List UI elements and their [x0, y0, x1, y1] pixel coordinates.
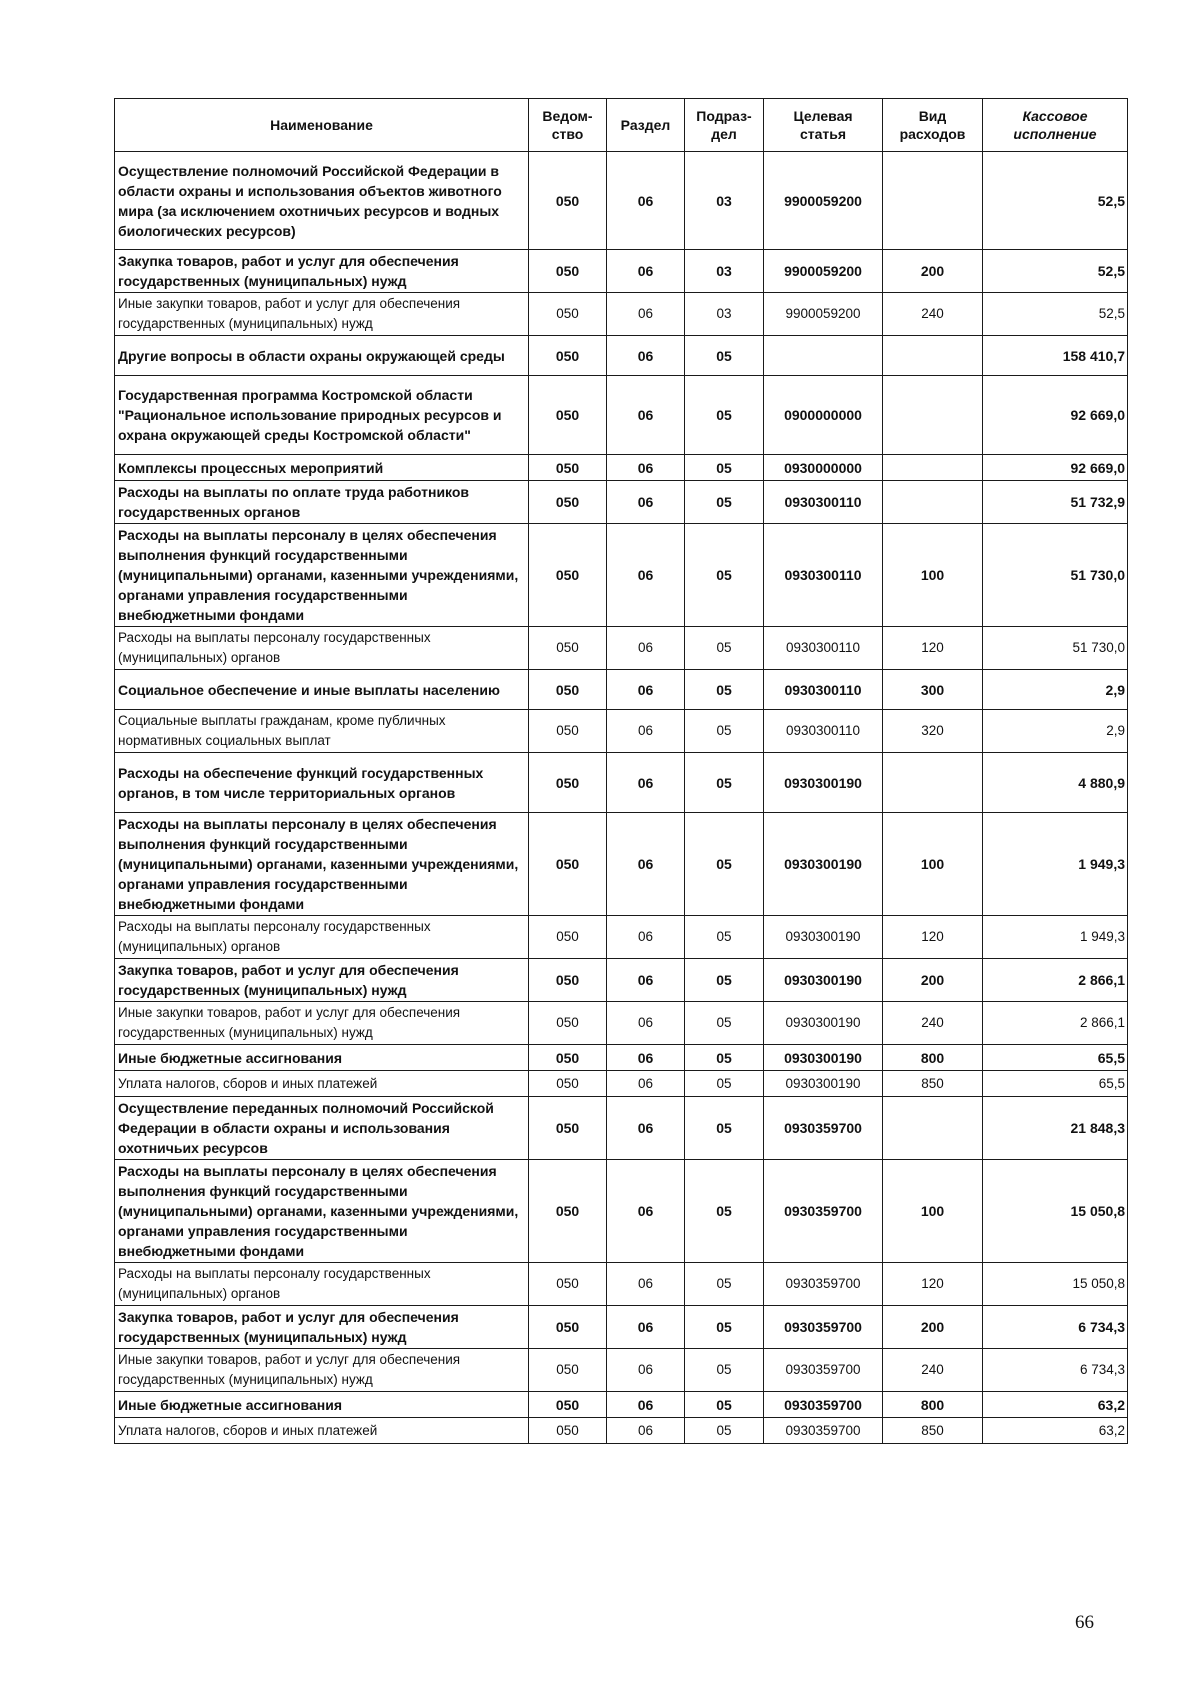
cell-dept: 050	[529, 1306, 607, 1349]
cell-exp-type	[883, 376, 983, 455]
cell-target	[764, 336, 883, 376]
cell-section: 06	[607, 250, 685, 293]
cell-subsection: 05	[685, 813, 764, 916]
cell-name: Расходы на выплаты персоналу государственных (муниципальных) органов	[115, 1263, 529, 1306]
cell-subsection: 05	[685, 376, 764, 455]
cell-section: 06	[607, 753, 685, 813]
cell-exp-type: 240	[883, 293, 983, 336]
cell-exp-type: 200	[883, 1306, 983, 1349]
header-target: Целевая статья	[764, 99, 883, 152]
cell-section: 06	[607, 455, 685, 481]
table-row	[115, 376, 1128, 455]
cell-amount: 65,5	[983, 1071, 1128, 1097]
cell-subsection: 05	[685, 1045, 764, 1071]
cell-subsection: 05	[685, 1071, 764, 1097]
cell-subsection: 03	[685, 152, 764, 250]
cell-dept: 050	[529, 481, 607, 524]
cell-section: 06	[607, 152, 685, 250]
cell-name: Иные закупки товаров, работ и услуг для обеспечения государственных (муниципальных) нужд	[115, 293, 529, 336]
cell-name: Иные закупки товаров, работ и услуг для обеспечения государственных (муниципальных) нужд	[115, 1349, 529, 1392]
cell-section: 06	[607, 710, 685, 753]
table-row	[115, 959, 1128, 1002]
cell-dept: 050	[529, 1045, 607, 1071]
cell-target: 0930359700	[764, 1160, 883, 1263]
cell-name: Расходы на выплаты персоналу в целях обеспечения выполнения функций государственными (муниципальными) органами, казенными учреждениями, органами управления государственными внебюджетными фондами	[115, 813, 529, 916]
table-row	[115, 1349, 1128, 1392]
cell-target: 9900059200	[764, 152, 883, 250]
cell-section: 06	[607, 1045, 685, 1071]
cell-section: 06	[607, 1418, 685, 1444]
cell-dept: 050	[529, 336, 607, 376]
cell-name: Иные бюджетные ассигнования	[115, 1392, 529, 1418]
cell-target: 0930300110	[764, 627, 883, 670]
cell-amount: 92 669,0	[983, 376, 1128, 455]
cell-exp-type: 100	[883, 524, 983, 627]
cell-target: 0900000000	[764, 376, 883, 455]
cell-target: 0930300190	[764, 1045, 883, 1071]
cell-target: 0930300110	[764, 481, 883, 524]
header-dept: Ведом- ство	[529, 99, 607, 152]
cell-subsection: 05	[685, 1306, 764, 1349]
cell-subsection: 05	[685, 481, 764, 524]
cell-dept: 050	[529, 152, 607, 250]
table-row	[115, 1097, 1128, 1160]
table-row	[115, 152, 1128, 250]
cell-target: 0930300190	[764, 1002, 883, 1045]
cell-subsection: 05	[685, 1418, 764, 1444]
cell-dept: 050	[529, 670, 607, 710]
cell-exp-type: 200	[883, 959, 983, 1002]
cell-section: 06	[607, 1002, 685, 1045]
cell-name: Уплата налогов, сборов и иных платежей	[115, 1418, 529, 1444]
cell-name: Осуществление полномочий Российской Федерации в области охраны и использования объектов животного мира (за исключением охотничьих ресурсов и водных биологических ресурсов)	[115, 152, 529, 250]
cell-exp-type: 120	[883, 1263, 983, 1306]
cell-exp-type	[883, 753, 983, 813]
cell-target: 0930300190	[764, 916, 883, 959]
cell-amount: 6 734,3	[983, 1349, 1128, 1392]
cell-section: 06	[607, 670, 685, 710]
cell-amount: 2 866,1	[983, 1002, 1128, 1045]
cell-subsection: 05	[685, 670, 764, 710]
cell-target: 0930300190	[764, 959, 883, 1002]
cell-dept: 050	[529, 455, 607, 481]
cell-exp-type	[883, 152, 983, 250]
cell-target: 0930000000	[764, 455, 883, 481]
cell-exp-type: 100	[883, 813, 983, 916]
cell-dept: 050	[529, 753, 607, 813]
cell-exp-type: 850	[883, 1418, 983, 1444]
cell-subsection: 05	[685, 1263, 764, 1306]
budget-execution-table	[114, 98, 1128, 1444]
table-row	[115, 455, 1128, 481]
table-row	[115, 670, 1128, 710]
header-exp-type: Вид расходов	[883, 99, 983, 152]
cell-subsection: 05	[685, 1392, 764, 1418]
cell-exp-type	[883, 481, 983, 524]
cell-section: 06	[607, 959, 685, 1002]
cell-amount: 52,5	[983, 152, 1128, 250]
cell-dept: 050	[529, 1392, 607, 1418]
cell-name: Расходы на выплаты персоналу государственных (муниципальных) органов	[115, 627, 529, 670]
cell-amount: 92 669,0	[983, 455, 1128, 481]
cell-section: 06	[607, 916, 685, 959]
cell-name: Социальное обеспечение и иные выплаты населению	[115, 670, 529, 710]
cell-dept: 050	[529, 250, 607, 293]
table-row	[115, 293, 1128, 336]
table-row	[115, 1418, 1128, 1444]
cell-amount: 6 734,3	[983, 1306, 1128, 1349]
cell-subsection: 05	[685, 524, 764, 627]
cell-subsection: 05	[685, 455, 764, 481]
cell-name: Расходы на выплаты персоналу в целях обеспечения выполнения функций государственными (муниципальными) органами, казенными учреждениями, органами управления государственными внебюджетными фондами	[115, 1160, 529, 1263]
cell-name: Социальные выплаты гражданам, кроме публичных нормативных социальных выплат	[115, 710, 529, 753]
cell-name: Закупка товаров, работ и услуг для обеспечения государственных (муниципальных) нужд	[115, 1306, 529, 1349]
cell-name: Расходы на выплаты персоналу государственных (муниципальных) органов	[115, 916, 529, 959]
cell-amount: 2,9	[983, 670, 1128, 710]
table-row	[115, 1263, 1128, 1306]
cell-amount: 51 730,0	[983, 524, 1128, 627]
cell-target: 0930359700	[764, 1263, 883, 1306]
cell-amount: 52,5	[983, 250, 1128, 293]
header-subsection: Подраз- дел	[685, 99, 764, 152]
cell-target: 0930300110	[764, 524, 883, 627]
table-row	[115, 1306, 1128, 1349]
header-execution: Кассовое исполнение	[983, 99, 1128, 152]
cell-exp-type	[883, 1097, 983, 1160]
table-row	[115, 710, 1128, 753]
cell-subsection: 05	[685, 1160, 764, 1263]
cell-target: 0930300190	[764, 753, 883, 813]
cell-section: 06	[607, 813, 685, 916]
cell-dept: 050	[529, 710, 607, 753]
header-section: Раздел	[607, 99, 685, 152]
cell-name: Комплексы процессных мероприятий	[115, 455, 529, 481]
cell-target: 9900059200	[764, 250, 883, 293]
cell-target: 0930300110	[764, 710, 883, 753]
cell-subsection: 05	[685, 959, 764, 1002]
cell-name: Осуществление переданных полномочий Российской Федерации в области охраны и использования охотничьих ресурсов	[115, 1097, 529, 1160]
cell-section: 06	[607, 1263, 685, 1306]
cell-name: Расходы на выплаты персоналу в целях обеспечения выполнения функций государственными (муниципальными) органами, казенными учреждениями, органами управления государственными внебюджетными фондами	[115, 524, 529, 627]
cell-target: 0930300190	[764, 813, 883, 916]
cell-exp-type: 320	[883, 710, 983, 753]
cell-section: 06	[607, 524, 685, 627]
cell-section: 06	[607, 1160, 685, 1263]
cell-amount: 1 949,3	[983, 916, 1128, 959]
cell-target: 0930359700	[764, 1392, 883, 1418]
cell-dept: 050	[529, 524, 607, 627]
cell-name: Расходы на выплаты по оплате труда работников государственных органов	[115, 481, 529, 524]
cell-section: 06	[607, 1097, 685, 1160]
cell-subsection: 03	[685, 293, 764, 336]
table-row	[115, 813, 1128, 916]
cell-name: Расходы на обеспечение функций государственных органов, в том числе территориальных органов	[115, 753, 529, 813]
cell-exp-type: 120	[883, 916, 983, 959]
table-row	[115, 916, 1128, 959]
cell-subsection: 05	[685, 336, 764, 376]
cell-exp-type: 240	[883, 1002, 983, 1045]
table-body	[115, 152, 1128, 1444]
cell-section: 06	[607, 1392, 685, 1418]
cell-exp-type	[883, 336, 983, 376]
cell-target: 9900059200	[764, 293, 883, 336]
table-row	[115, 753, 1128, 813]
cell-section: 06	[607, 376, 685, 455]
cell-exp-type: 240	[883, 1349, 983, 1392]
table-row	[115, 1045, 1128, 1071]
cell-subsection: 05	[685, 753, 764, 813]
cell-amount: 51 730,0	[983, 627, 1128, 670]
cell-target: 0930300110	[764, 670, 883, 710]
cell-dept: 050	[529, 1418, 607, 1444]
cell-exp-type: 100	[883, 1160, 983, 1263]
page-number: 66	[1075, 1612, 1094, 1633]
table-row	[115, 627, 1128, 670]
cell-name: Уплата налогов, сборов и иных платежей	[115, 1071, 529, 1097]
cell-subsection: 05	[685, 627, 764, 670]
cell-dept: 050	[529, 1071, 607, 1097]
cell-dept: 050	[529, 376, 607, 455]
cell-name: Закупка товаров, работ и услуг для обеспечения государственных (муниципальных) нужд	[115, 959, 529, 1002]
cell-subsection: 05	[685, 1349, 764, 1392]
header-name: Наименование	[115, 99, 529, 152]
cell-name: Закупка товаров, работ и услуг для обеспечения государственных (муниципальных) нужд	[115, 250, 529, 293]
cell-exp-type: 300	[883, 670, 983, 710]
cell-dept: 050	[529, 1263, 607, 1306]
cell-target: 0930359700	[764, 1349, 883, 1392]
table-row	[115, 481, 1128, 524]
cell-exp-type: 850	[883, 1071, 983, 1097]
cell-name: Государственная программа Костромской области "Рациональное использование природных ресурсов и охрана окружающей среды Костромской области"	[115, 376, 529, 455]
cell-subsection: 05	[685, 1097, 764, 1160]
cell-section: 06	[607, 1306, 685, 1349]
cell-dept: 050	[529, 959, 607, 1002]
cell-dept: 050	[529, 916, 607, 959]
cell-name: Иные бюджетные ассигнования	[115, 1045, 529, 1071]
header-row	[115, 99, 1128, 152]
cell-section: 06	[607, 1071, 685, 1097]
cell-amount: 2,9	[983, 710, 1128, 753]
cell-dept: 050	[529, 813, 607, 916]
cell-amount: 51 732,9	[983, 481, 1128, 524]
cell-exp-type	[883, 455, 983, 481]
table-row	[115, 1392, 1128, 1418]
cell-section: 06	[607, 1349, 685, 1392]
cell-subsection: 05	[685, 710, 764, 753]
cell-amount: 158 410,7	[983, 336, 1128, 376]
cell-exp-type: 800	[883, 1392, 983, 1418]
table-row	[115, 1071, 1128, 1097]
cell-target: 0930300190	[764, 1071, 883, 1097]
cell-section: 06	[607, 481, 685, 524]
cell-dept: 050	[529, 627, 607, 670]
cell-name: Другие вопросы в области охраны окружающей среды	[115, 336, 529, 376]
cell-target: 0930359700	[764, 1097, 883, 1160]
cell-dept: 050	[529, 1097, 607, 1160]
cell-subsection: 03	[685, 250, 764, 293]
cell-amount: 63,2	[983, 1392, 1128, 1418]
cell-amount: 52,5	[983, 293, 1128, 336]
cell-amount: 15 050,8	[983, 1160, 1128, 1263]
cell-amount: 63,2	[983, 1418, 1128, 1444]
cell-subsection: 05	[685, 916, 764, 959]
cell-amount: 15 050,8	[983, 1263, 1128, 1306]
table-row	[115, 336, 1128, 376]
table-row	[115, 250, 1128, 293]
cell-target: 0930359700	[764, 1418, 883, 1444]
cell-amount: 4 880,9	[983, 753, 1128, 813]
cell-dept: 050	[529, 1160, 607, 1263]
cell-amount: 21 848,3	[983, 1097, 1128, 1160]
table-row	[115, 1002, 1128, 1045]
cell-section: 06	[607, 627, 685, 670]
cell-amount: 1 949,3	[983, 813, 1128, 916]
cell-amount: 65,5	[983, 1045, 1128, 1071]
cell-dept: 050	[529, 1349, 607, 1392]
cell-subsection: 05	[685, 1002, 764, 1045]
cell-name: Иные закупки товаров, работ и услуг для обеспечения государственных (муниципальных) нужд	[115, 1002, 529, 1045]
cell-dept: 050	[529, 293, 607, 336]
table-row	[115, 524, 1128, 627]
cell-section: 06	[607, 293, 685, 336]
cell-exp-type: 200	[883, 250, 983, 293]
cell-amount: 2 866,1	[983, 959, 1128, 1002]
cell-dept: 050	[529, 1002, 607, 1045]
cell-target: 0930359700	[764, 1306, 883, 1349]
table-row	[115, 1160, 1128, 1263]
cell-exp-type: 120	[883, 627, 983, 670]
table-header	[115, 99, 1128, 152]
cell-exp-type: 800	[883, 1045, 983, 1071]
cell-section: 06	[607, 336, 685, 376]
